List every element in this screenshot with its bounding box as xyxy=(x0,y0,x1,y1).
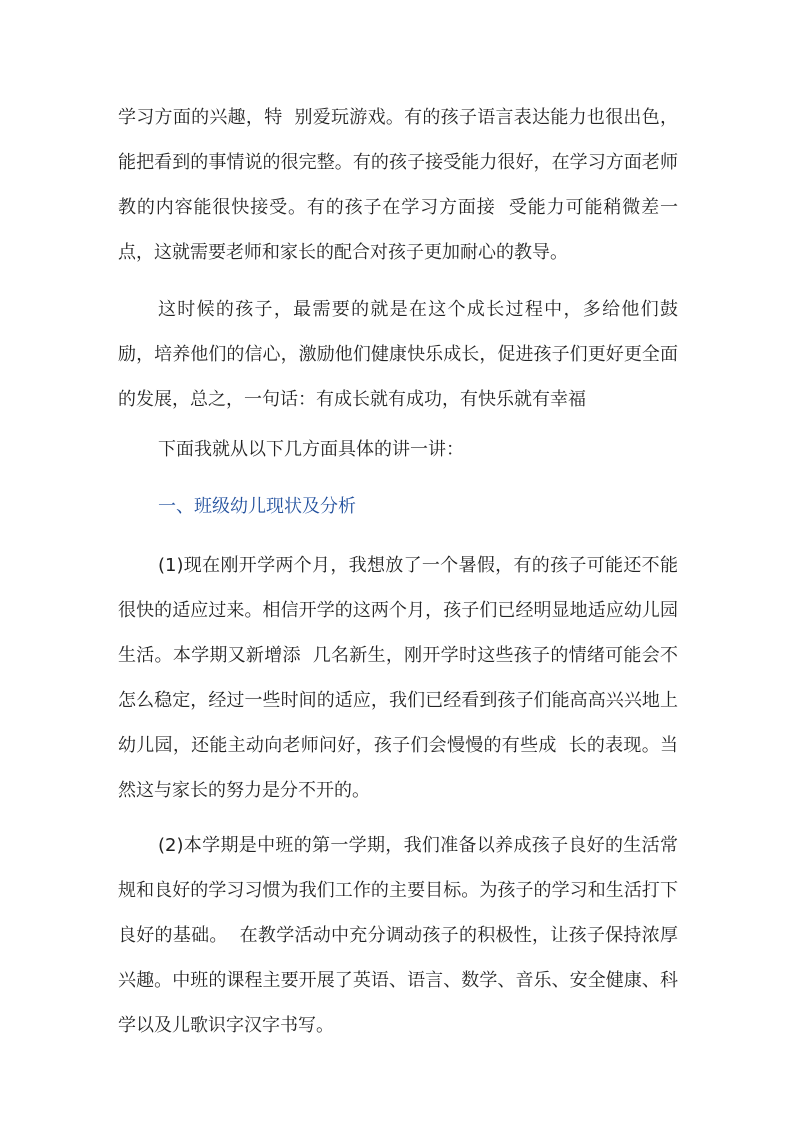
paragraph-3: 下面我就从以下几方面具体的讲一讲： xyxy=(158,439,464,460)
section-heading: 一、班级幼儿现状及分析 xyxy=(158,496,356,517)
paragraph-1: 学习方面的兴趣，特 别爱玩游戏。有的孩子语言表达能力也很出色，能把看到的事情说的很完整。有的孩子接受能力很好，在学习方面老师教的内容能很快接受。有的孩子在学习方面接 受能力可能稍微差一点，这就需要老师和家长的配合对孩子更加耐心的教导。 xyxy=(118,107,678,263)
paragraph-5: (2)本学期是中班的第一学期，我们准备以养成孩子良好的生活常规和良好的学习习惯为我们工作的主要目标。为孩子的学习和生活打下良好的基础。 在教学活动中充分调动孩子的积极性，让孩子保持浓厚兴趣。中班的课程主要开展了英语、语言、数学、音乐、安全健康、科学以及儿歌识字汉字书写。 xyxy=(118,835,678,1036)
paragraph-4: (1)现在刚开学两个月，我想放了一个暑假，有的孩子可能还不能很快的适应过来。相信开学的这两个月，孩子们已经明显地适应幼儿园生活。本学期又新增添 几名新生，刚开学时这些孩子的情绪可能会不怎么稳定，经过一些时间的适应，我们已经看到孩子们能高高兴兴地上幼儿园，还能主动向老师问好，孩子们会慢慢的有些成 长的表现。当然这与家长的努力是分不开的。 xyxy=(118,555,678,801)
paragraph-2: 这时候的孩子，最需要的就是在这个成长过程中，多给他们鼓励，培养他们的信心，激励他们健康快乐成长，促进孩子们更好更全面的发展，总之，一句话：有成长就有成功，有快乐就有幸福 xyxy=(118,299,678,410)
